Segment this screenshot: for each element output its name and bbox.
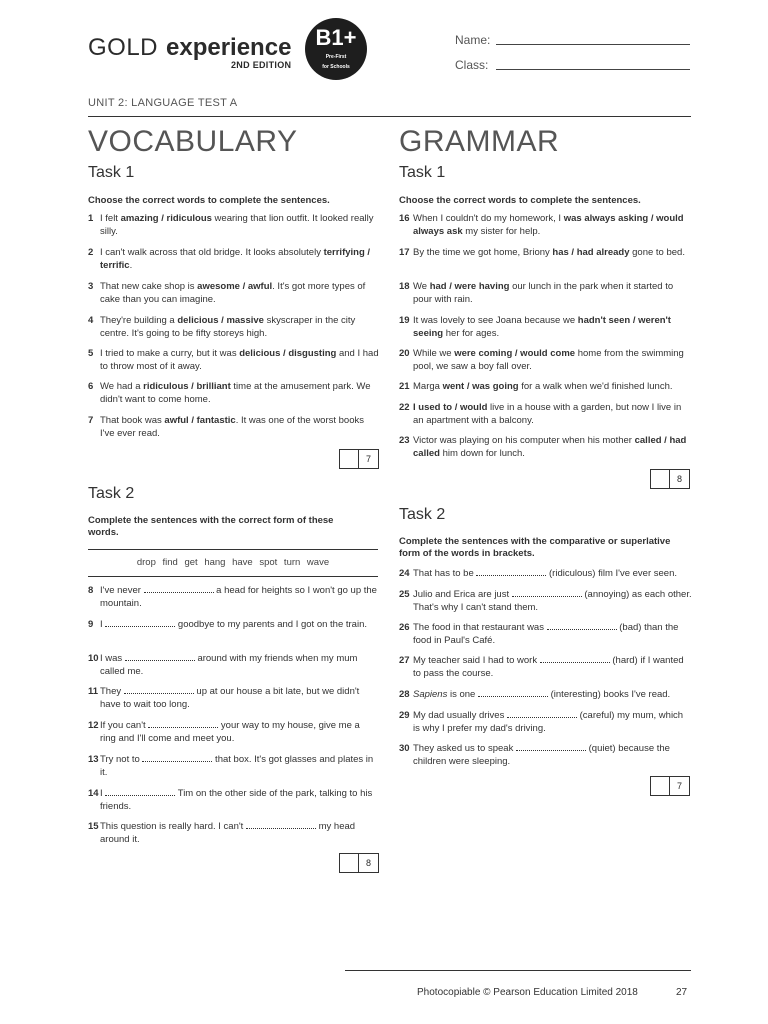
question-number: 27 bbox=[399, 655, 410, 666]
footer-copyright: Photocopiable © Pearson Education Limited 2018 bbox=[417, 987, 638, 998]
vocab-task2-title: Task 2 bbox=[88, 485, 135, 502]
question-item bbox=[88, 820, 378, 846]
question-item bbox=[88, 719, 378, 745]
question-item bbox=[88, 347, 381, 373]
answer-options[interactable]: delicious / massive bbox=[177, 315, 264, 326]
question-number: 15 bbox=[88, 821, 99, 832]
unit-title: UNIT 2: LANGUAGE TEST A bbox=[88, 97, 238, 109]
logo-experience-text: experience bbox=[166, 34, 292, 61]
question-text: That has to be (ridiculous) film I've ever seen. bbox=[413, 568, 678, 579]
question-number: 12 bbox=[88, 720, 99, 731]
badge-sub-2: for Schools bbox=[322, 64, 350, 70]
grammar-task2-score-box[interactable] bbox=[650, 776, 690, 796]
question-text: Victor was playing on his computer when his mother called / had called him down for lunch. bbox=[413, 435, 687, 459]
question-number: 23 bbox=[399, 435, 410, 446]
question-item bbox=[88, 618, 378, 631]
question-number: 28 bbox=[399, 689, 410, 700]
question-number: 4 bbox=[88, 315, 94, 326]
question-item bbox=[399, 246, 692, 259]
question-item bbox=[399, 401, 692, 427]
answer-blank[interactable] bbox=[246, 820, 316, 829]
question-text: We had a ridiculous / brilliant time at the amusement park. We didn't want to come home. bbox=[100, 381, 371, 405]
question-text: Julio and Erica are just (annoying) as each other. That's why I can't stand them. bbox=[413, 589, 692, 613]
answer-blank[interactable] bbox=[144, 584, 214, 593]
answer-blank[interactable] bbox=[516, 742, 586, 751]
answer-options[interactable]: has / had already bbox=[552, 247, 630, 258]
answer-options[interactable]: was always asking / would always ask bbox=[413, 213, 684, 237]
question-item bbox=[399, 314, 692, 340]
question-number: 13 bbox=[88, 754, 99, 765]
question-item bbox=[399, 380, 692, 393]
question-text: Sapiens is one (interesting) books I've read. bbox=[413, 689, 671, 700]
question-text: They up at our house a bit late, but we didn't have to wait too long. bbox=[100, 686, 360, 710]
vocab-task2-score: 8 bbox=[358, 854, 378, 872]
answer-blank[interactable] bbox=[547, 621, 617, 630]
grammar-title: GRAMMAR bbox=[399, 125, 560, 158]
question-item bbox=[88, 314, 381, 340]
question-item bbox=[88, 246, 381, 272]
question-text: My teacher said I had to work (hard) if I wanted to pass the course. bbox=[413, 655, 684, 679]
question-item bbox=[399, 434, 692, 460]
question-number: 21 bbox=[399, 381, 410, 392]
footer-divider bbox=[345, 970, 691, 971]
question-number: 6 bbox=[88, 381, 94, 392]
question-number: 9 bbox=[88, 619, 94, 630]
word-bank: drop find get hang have spot turn wave bbox=[88, 549, 378, 577]
answer-options[interactable]: awesome / awful bbox=[197, 281, 273, 292]
question-number: 7 bbox=[88, 415, 94, 426]
answer-blank[interactable] bbox=[478, 688, 548, 697]
badge-level: B1+ bbox=[315, 25, 357, 50]
answer-blank[interactable] bbox=[124, 685, 194, 694]
question-text: I've never a head for heights so I won't go up the mountain. bbox=[100, 585, 377, 609]
question-number: 18 bbox=[399, 281, 410, 292]
vocab-task2-score-box[interactable] bbox=[339, 853, 379, 873]
question-item bbox=[88, 753, 378, 779]
question-text: The food in that restaurant was (bad) than the food in Paul's Café. bbox=[413, 622, 679, 646]
grammar-task2-title: Task 2 bbox=[399, 506, 446, 523]
question-number: 16 bbox=[399, 213, 410, 224]
answer-options[interactable]: delicious / disgusting bbox=[239, 348, 337, 359]
question-text: I Tim on the other side of the park, talking to his friends. bbox=[100, 788, 373, 812]
question-text: I can't walk across that old bridge. It looks absolutely terrifying / terrific. bbox=[100, 247, 371, 271]
vocabulary-title: VOCABULARY bbox=[88, 125, 298, 158]
answer-options[interactable]: I used to / would bbox=[413, 402, 488, 413]
class-line[interactable] bbox=[496, 69, 690, 70]
question-item bbox=[88, 380, 381, 406]
answer-blank[interactable] bbox=[540, 654, 610, 663]
question-number: 19 bbox=[399, 315, 410, 326]
answer-blank[interactable] bbox=[148, 719, 218, 728]
question-text: I goodbye to my parents and I got on the train. bbox=[100, 619, 367, 630]
question-item bbox=[399, 567, 692, 580]
question-item bbox=[88, 280, 381, 306]
grammar-task1-score: 8 bbox=[669, 470, 689, 488]
question-text: That new cake shop is awesome / awful. It's got more types of cake than you can imagine. bbox=[100, 281, 366, 305]
question-item bbox=[88, 212, 381, 238]
question-number: 8 bbox=[88, 585, 94, 596]
question-text: I was around with my friends when my mum called me. bbox=[100, 653, 358, 677]
class-field[interactable] bbox=[455, 58, 488, 72]
question-number: 3 bbox=[88, 281, 94, 292]
vocab-task1-title: Task 1 bbox=[88, 164, 135, 181]
question-number: 14 bbox=[88, 788, 99, 799]
vocab-task1-score: 7 bbox=[358, 450, 378, 468]
answer-blank[interactable] bbox=[142, 753, 212, 762]
answer-blank[interactable] bbox=[125, 652, 195, 661]
question-item bbox=[88, 787, 378, 813]
question-text: Try not to that box. It's got glasses and plates in it. bbox=[100, 754, 374, 778]
question-text: They're building a delicious / massive skyscraper in the city centre. It's going to be fifty storeys high. bbox=[100, 315, 356, 339]
name-field[interactable] bbox=[455, 33, 490, 47]
answer-blank[interactable] bbox=[512, 588, 582, 597]
level-badge bbox=[305, 18, 367, 80]
question-text: I used to / would live in a house with a garden, but now I live in an apartment with a balcony. bbox=[413, 402, 682, 426]
answer-blank[interactable] bbox=[105, 618, 175, 627]
answer-options[interactable]: amazing / ridiculous bbox=[120, 213, 212, 224]
question-number: 2 bbox=[88, 247, 94, 258]
answer-blank[interactable] bbox=[105, 787, 175, 796]
answer-options[interactable]: ridiculous / brilliant bbox=[143, 381, 231, 392]
answer-options[interactable]: called / had called bbox=[413, 435, 687, 459]
question-item bbox=[399, 347, 692, 373]
question-number: 10 bbox=[88, 653, 99, 664]
question-item bbox=[399, 621, 692, 647]
question-number: 22 bbox=[399, 402, 410, 413]
grammar-task1-title: Task 1 bbox=[399, 164, 446, 181]
question-number: 20 bbox=[399, 348, 410, 359]
answer-options[interactable]: had / were having bbox=[429, 281, 510, 292]
question-text: They asked us to speak (quiet) because the children were sleeping. bbox=[413, 743, 670, 767]
answer-options[interactable]: terrifying / terrific bbox=[100, 247, 371, 271]
answer-options[interactable]: were coming / would come bbox=[454, 348, 576, 359]
question-number: 25 bbox=[399, 589, 410, 600]
vocab-task1-score-box[interactable] bbox=[339, 449, 379, 469]
question-item bbox=[88, 685, 378, 711]
question-item bbox=[399, 709, 692, 735]
question-item bbox=[88, 584, 378, 610]
grammar-task1-score-box[interactable] bbox=[650, 469, 690, 489]
answer-blank[interactable] bbox=[507, 709, 577, 718]
question-item bbox=[399, 654, 692, 680]
question-number: 24 bbox=[399, 568, 410, 579]
grammar-task2-instruction: Complete the sentences with the comparative or superlative form of the words in brackets. bbox=[399, 536, 671, 559]
question-item bbox=[399, 212, 692, 238]
grammar-task1-instruction: Choose the correct words to complete the sentences. bbox=[399, 195, 641, 206]
question-number: 29 bbox=[399, 710, 410, 721]
question-text: That book was awful / fantastic. It was one of the worst books I've ever read. bbox=[100, 415, 365, 439]
question-text: Marga went / was going for a walk when we'd finished lunch. bbox=[413, 381, 673, 392]
question-item bbox=[88, 414, 381, 440]
vocab-task2-instruction: Complete the sentences with the correct form of these words. bbox=[88, 515, 334, 538]
question-number: 11 bbox=[88, 686, 99, 697]
logo-edition-text: 2ND EDITION bbox=[231, 60, 292, 70]
badge-sub-1: Pre-First bbox=[325, 54, 347, 60]
question-item bbox=[399, 688, 692, 701]
title-italic: Sapiens bbox=[413, 689, 448, 700]
name-label: Name: bbox=[455, 33, 491, 47]
class-label: Class: bbox=[455, 58, 489, 72]
question-number: 1 bbox=[88, 213, 94, 224]
question-text: While we were coming / would come home from the swimming pool, we saw a boy fall over. bbox=[413, 348, 684, 372]
question-text: This question is really hard. I can't my head around it. bbox=[100, 821, 356, 845]
grammar-task2-score: 7 bbox=[669, 777, 689, 795]
question-text: I felt amazing / ridiculous wearing that lion outfit. It looked really silly. bbox=[100, 213, 374, 237]
name-line[interactable] bbox=[496, 44, 690, 45]
answer-options[interactable]: awful / fantastic bbox=[164, 415, 236, 426]
question-number: 5 bbox=[88, 348, 94, 359]
answer-options[interactable]: hadn't seen / weren't seeing bbox=[413, 315, 671, 339]
question-item bbox=[399, 742, 692, 768]
question-text: I tried to make a curry, but it was delicious / disgusting and I had to throw most of it away. bbox=[100, 348, 379, 372]
question-item bbox=[88, 652, 378, 678]
question-number: 26 bbox=[399, 622, 410, 633]
question-text: My dad usually drives (careful) my mum, which is why I prefer my dad's driving. bbox=[413, 710, 684, 734]
question-text: It was lovely to see Joana because we hadn't seen / weren't seeing her for ages. bbox=[413, 315, 671, 339]
question-text: By the time we got home, Briony has / had already gone to bed. bbox=[413, 247, 685, 258]
question-item bbox=[399, 588, 692, 614]
question-number: 30 bbox=[399, 743, 410, 754]
question-text: When I couldn't do my homework, I was always asking / would always ask my sister for help. bbox=[413, 213, 684, 237]
answer-options[interactable]: went / was going bbox=[442, 381, 519, 392]
question-item bbox=[399, 280, 692, 306]
logo-gold-text: GOLD bbox=[88, 34, 159, 61]
question-number: 17 bbox=[399, 247, 410, 258]
vocab-task1-instruction: Choose the correct words to complete the sentences. bbox=[88, 195, 330, 206]
answer-blank[interactable] bbox=[476, 567, 546, 576]
page-number: 27 bbox=[676, 987, 688, 998]
question-text: We had / were having our lunch in the park when it started to pour with rain. bbox=[413, 281, 674, 305]
question-text: If you can't your way to my house, give me a ring and I'll come and meet you. bbox=[100, 720, 360, 744]
header-divider bbox=[88, 116, 691, 117]
